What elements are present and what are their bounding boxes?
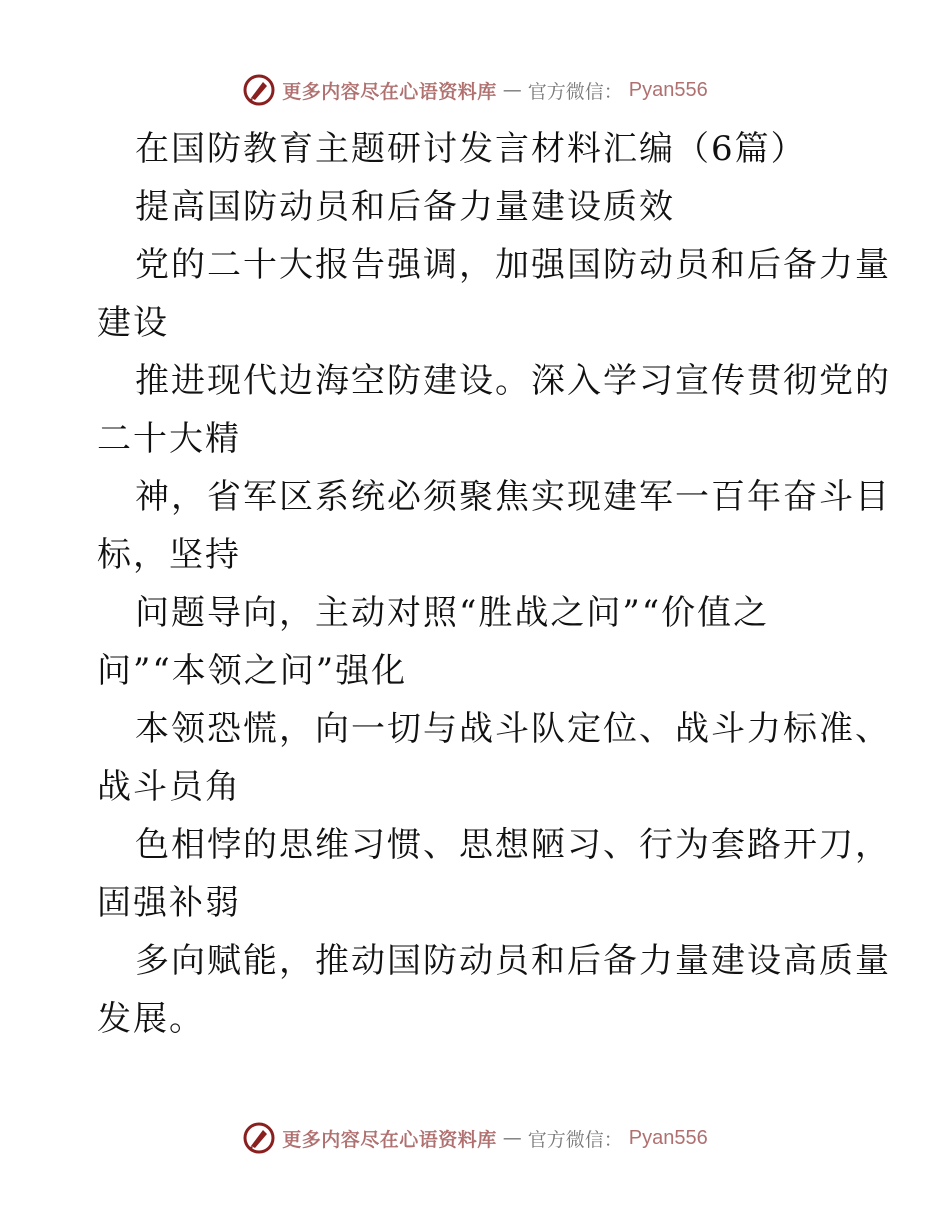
text-line: 战斗员角 — [97, 767, 241, 807]
banner-wechat-id: Pyan556 — [628, 78, 708, 101]
text-line: 神，省军区系统必须聚焦实现建军一百年奋斗目 — [135, 477, 891, 517]
pen-nib-icon — [242, 73, 276, 107]
banner-slogan: 更多内容尽在心语资料库 — [282, 80, 497, 103]
banner-slogan: 更多内容尽在心语资料库 — [282, 1128, 497, 1151]
text-line: 本领恐慌，向一切与战斗队定位、战斗力标准、 — [135, 709, 891, 749]
text-line: 在国防教育主题研讨发言材料汇编（6篇） — [135, 129, 807, 169]
banner-separator: — — [502, 1127, 522, 1149]
text-line: 标，坚持 — [97, 535, 241, 575]
text-line: 推进现代边海空防建设。深入学习宣传贯彻党的 — [135, 361, 891, 401]
text-line: 发展。 — [97, 999, 205, 1039]
document-body — [97, 120, 891, 1048]
banner-wechat-label: 官方微信： — [527, 80, 623, 103]
banner-wechat-id: Pyan556 — [628, 1126, 708, 1149]
banner-separator: — — [502, 79, 522, 101]
pen-nib-icon — [242, 1121, 276, 1155]
text-line: 色相悖的思维习惯、思想陋习、行为套路开刀， — [135, 825, 891, 865]
banner-wechat-label: 官方微信： — [527, 1128, 623, 1151]
text-line: 问”“本领之问”强化 — [97, 651, 408, 691]
footer-banner — [0, 1118, 950, 1158]
text-line: 建设 — [97, 303, 169, 343]
text-line: 固强补弱 — [97, 883, 241, 923]
header-banner — [0, 70, 950, 110]
text-line: 提高国防动员和后备力量建设质效 — [135, 187, 675, 227]
text-line: 二十大精 — [97, 419, 241, 459]
text-line: 党的二十大报告强调，加强国防动员和后备力量 — [135, 245, 891, 285]
text-line: 多向赋能，推动国防动员和后备力量建设高质量 — [135, 941, 891, 981]
text-line: 问题导向，主动对照“胜战之问”“价值之 — [135, 593, 770, 633]
